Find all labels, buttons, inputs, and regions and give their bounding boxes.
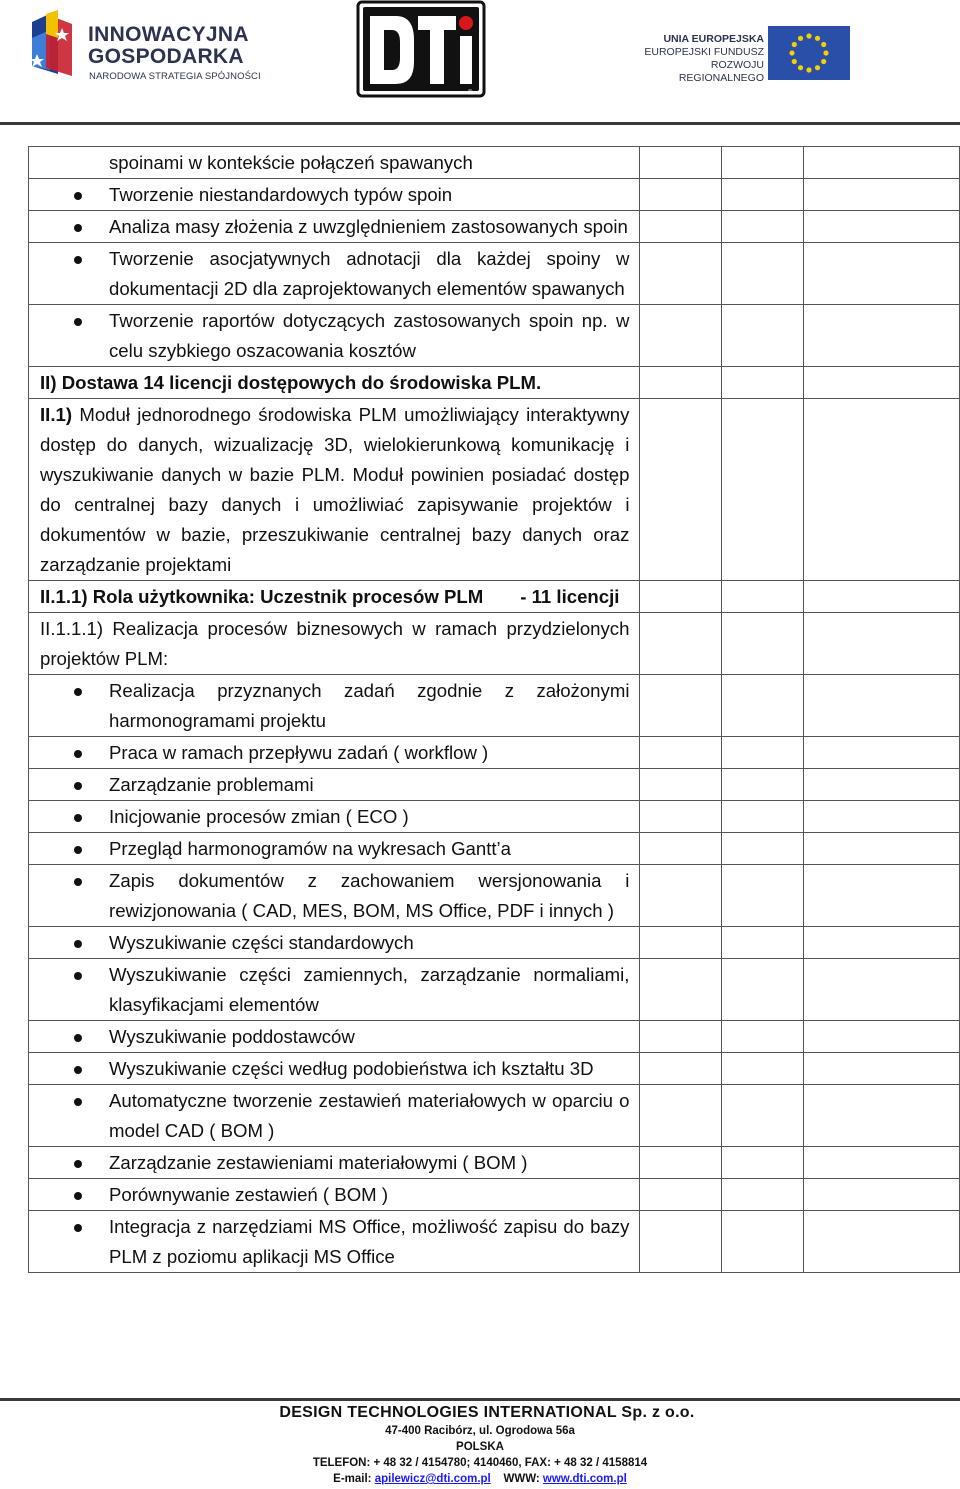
empty-cell (804, 243, 960, 305)
bullet-text: Tworzenie raportów dotyczących zastosowanych spoin np. w celu szybkiego oszacowania kosztów (109, 310, 630, 361)
logo-right-line1: UNIA EUROPEJSKA (663, 33, 764, 45)
empty-cell (722, 305, 804, 367)
requirement-cell (29, 1211, 640, 1273)
bullet-item (29, 1179, 639, 1210)
table-row (29, 1211, 960, 1273)
empty-cell (722, 927, 804, 959)
empty-cell (722, 399, 804, 581)
table-row (29, 305, 960, 367)
continuation-text: spoinami w kontekście połączeń spawanych (109, 152, 473, 173)
requirement-cell (29, 399, 640, 581)
bullet-icon (74, 940, 82, 948)
bullet-item (29, 769, 639, 800)
empty-cell (722, 833, 804, 865)
empty-cell (722, 1053, 804, 1085)
bullet-item (29, 737, 639, 768)
empty-cell (722, 581, 804, 613)
empty-cell (722, 1147, 804, 1179)
empty-cell (804, 399, 960, 581)
empty-cell (804, 675, 960, 737)
logo-right-text (626, 33, 764, 85)
role-license-count: - 11 licencji (520, 586, 620, 607)
empty-cell (722, 1179, 804, 1211)
requirement-cell (29, 211, 640, 243)
empty-cell (640, 959, 722, 1021)
requirement-cell (29, 147, 640, 179)
footer-contact (0, 1471, 960, 1487)
module-text: Moduł jednorodnego środowiska PLM umożliwiający interaktywny dostęp do danych, wizualizację 3D, wielokierunkową komunikację i wyszukiwanie danych w bazie PLM. Moduł powinien posiadać dostęp do centralnej bazy danych i umożliwiać zapisywanie projektów i dokumentów w bazie, przeszukiwanie centralnej bazy danych oraz zarządzanie projektami (40, 404, 630, 575)
bullet-item (29, 1053, 639, 1084)
empty-cell (804, 833, 960, 865)
bullet-item (29, 305, 639, 366)
bullet-item (29, 1211, 639, 1272)
requirement-cell (29, 581, 640, 613)
bullet-item (29, 801, 639, 832)
empty-cell (722, 1021, 804, 1053)
bullet-icon (74, 878, 82, 886)
bullet-item (29, 179, 639, 210)
empty-cell (640, 399, 722, 581)
page-header (0, 0, 960, 124)
empty-cell (804, 1021, 960, 1053)
bullet-icon (74, 224, 82, 232)
empty-cell (804, 737, 960, 769)
table-row (29, 1021, 960, 1053)
empty-cell (640, 801, 722, 833)
empty-cell (640, 179, 722, 211)
bullet-item (29, 833, 639, 864)
role-name: II.1.1) Rola użytkownika: Uczestnik procesów PLM (40, 586, 484, 607)
empty-cell (804, 305, 960, 367)
bullet-icon (74, 782, 82, 790)
logo-right-line3: ROZWOJU REGIONALNEGO (678, 59, 764, 84)
bullet-icon (74, 1034, 82, 1042)
bullet-icon (74, 1098, 82, 1106)
table-row (29, 927, 960, 959)
bullet-text: Wyszukiwanie poddostawców (109, 1026, 355, 1047)
empty-cell (804, 865, 960, 927)
bullet-item (29, 865, 639, 926)
bullet-icon (74, 1066, 82, 1074)
empty-cell (804, 613, 960, 675)
empty-cell (640, 613, 722, 675)
requirement-cell (29, 1085, 640, 1147)
bullet-item (29, 1085, 639, 1146)
requirement-cell (29, 769, 640, 801)
empty-cell (640, 1147, 722, 1179)
requirement-cell (29, 305, 640, 367)
empty-cell (722, 865, 804, 927)
requirement-cell (29, 1021, 640, 1053)
bullet-text: Wyszukiwanie części zamiennych, zarządzanie normaliami, klasyfikacjami elementów (109, 964, 630, 1015)
empty-cell (640, 147, 722, 179)
bullet-text: Przegląd harmonogramów na wykresach Gantt’a (109, 838, 512, 859)
footer-company: DESIGN TECHNOLOGIES INTERNATIONAL Sp. z o.o. (279, 1404, 695, 1421)
bullet-text: Porównywanie zestawień ( BOM ) (109, 1184, 389, 1205)
bullet-icon (74, 256, 82, 264)
bullet-text: Zapis dokumentów z zachowaniem wersjonowania i rewizjonowania ( CAD, MES, BOM, MS Office, PDF i innych ) (109, 870, 630, 921)
bullet-icon (74, 1224, 82, 1232)
empty-cell (640, 211, 722, 243)
table-row (29, 1179, 960, 1211)
empty-cell (640, 305, 722, 367)
footer-email-label: E-mail: (333, 1473, 372, 1485)
empty-cell (804, 959, 960, 1021)
bullet-text: Tworzenie asocjatywnych adnotacji dla każdej spoiny w dokumentacji 2D dla zaprojektowanych elementów spawanych (109, 248, 630, 299)
bullet-item (29, 211, 639, 242)
bullet-text: Wyszukiwanie części według podobieństwa ich kształtu 3D (109, 1058, 594, 1079)
bullet-icon (74, 846, 82, 854)
footer-country: POLSKA (456, 1441, 504, 1453)
empty-cell (640, 1053, 722, 1085)
bullet-item (29, 959, 639, 1020)
empty-cell (640, 865, 722, 927)
requirement-cell (29, 243, 640, 305)
bullet-text: Wyszukiwanie części standardowych (109, 932, 414, 953)
module-description (29, 399, 639, 580)
footer-phones: TELEFON: + 48 32 / 4154780; 4140460, FAX: + 48 32 / 4158814 (312, 1457, 648, 1469)
bullet-item (29, 243, 639, 304)
table-row (29, 1053, 960, 1085)
table-row (29, 1147, 960, 1179)
requirement-cell (29, 801, 640, 833)
table-row (29, 613, 960, 675)
bullet-text: Inicjowanie procesów zmian ( ECO ) (109, 806, 409, 827)
empty-cell (722, 211, 804, 243)
empty-cell (804, 1085, 960, 1147)
empty-cell (640, 927, 722, 959)
bullet-icon (74, 688, 82, 696)
table-row (29, 147, 960, 179)
footer-www-link[interactable]: www.dti.com.pl (542, 1473, 627, 1485)
empty-cell (722, 959, 804, 1021)
empty-cell (804, 179, 960, 211)
empty-cell (722, 243, 804, 305)
requirement-cell (29, 1147, 640, 1179)
requirement-cell (29, 959, 640, 1021)
bullet-icon (74, 750, 82, 758)
bullet-text: Automatyczne tworzenie zestawień materiałowych w oparciu o model CAD ( BOM ) (109, 1090, 630, 1141)
empty-cell (804, 927, 960, 959)
empty-cell (722, 801, 804, 833)
table-row (29, 959, 960, 1021)
empty-cell (640, 243, 722, 305)
logo-left-line2: GOSPODARKA (88, 45, 244, 68)
requirement-cell (29, 675, 640, 737)
bullet-text: Tworzenie niestandardowych typów spoin (109, 184, 453, 205)
table-row (29, 211, 960, 243)
bullet-item (29, 1147, 639, 1178)
empty-cell (804, 581, 960, 613)
requirement-cell (29, 367, 640, 399)
empty-cell (640, 367, 722, 399)
empty-cell (722, 1085, 804, 1147)
svg-text:®: ® (468, 90, 473, 96)
empty-cell (640, 833, 722, 865)
empty-cell (722, 179, 804, 211)
paragraph-text: II.1.1.1) Realizacja procesów biznesowych w ramach przydzielonych projektów PLM: (40, 618, 630, 669)
bullet-text: Zarządzanie problemami (109, 774, 314, 795)
bullet-icon (74, 1192, 82, 1200)
table-row (29, 179, 960, 211)
dti-logo (356, 0, 486, 98)
empty-cell (804, 769, 960, 801)
table-row (29, 737, 960, 769)
logo-left-line1: INNOWACYJNA (88, 23, 249, 46)
empty-cell (722, 675, 804, 737)
footer-address: 47-400 Racibórz, ul. Ogrodowa 56a (385, 1425, 575, 1437)
empty-cell (722, 769, 804, 801)
empty-cell (640, 1211, 722, 1273)
bullet-text: Realizacja przyznanych zadań zgodnie z założonymi harmonogramami projektu (109, 680, 630, 731)
empty-cell (722, 1211, 804, 1273)
requirement-cell (29, 833, 640, 865)
bullet-icon (74, 814, 82, 822)
bullet-item (29, 927, 639, 958)
bullet-icon (74, 972, 82, 980)
bullet-item (29, 1021, 639, 1052)
table-row (29, 243, 960, 305)
bullet-text: Zarządzanie zestawieniami materiałowymi ( BOM ) (109, 1152, 528, 1173)
table-row (29, 399, 960, 581)
empty-cell (722, 737, 804, 769)
requirements-table (28, 146, 960, 1273)
table-row (29, 367, 960, 399)
table-row (29, 865, 960, 927)
table-row (29, 833, 960, 865)
empty-cell (722, 367, 804, 399)
requirement-cell (29, 927, 640, 959)
role-heading (29, 581, 639, 612)
innowacyjna-gospodarka-logo (28, 8, 268, 84)
module-number: II.1) (40, 404, 73, 425)
bullet-icon (74, 318, 82, 326)
empty-cell (640, 1179, 722, 1211)
empty-cell (804, 801, 960, 833)
bullet-icon (74, 1160, 82, 1168)
unia-europejska-logo (626, 26, 856, 82)
empty-cell (640, 769, 722, 801)
empty-cell (640, 737, 722, 769)
empty-cell (640, 581, 722, 613)
footer-email-link[interactable]: apilewicz@dti.com.pl (374, 1473, 491, 1485)
empty-cell (722, 613, 804, 675)
empty-cell (804, 1147, 960, 1179)
table-row (29, 801, 960, 833)
logo-right-line2: EUROPEJSKI FUNDUSZ (644, 46, 764, 58)
empty-cell (804, 367, 960, 399)
bullet-text: Analiza masy złożenia z uwzględnieniem zastosowanych spoin (109, 216, 628, 237)
empty-cell (640, 675, 722, 737)
empty-cell (804, 147, 960, 179)
table-row (29, 675, 960, 737)
table-row (29, 581, 960, 613)
table-row (29, 1085, 960, 1147)
requirement-cell (29, 613, 640, 675)
empty-cell (804, 1179, 960, 1211)
requirement-cell (29, 865, 640, 927)
header-divider (0, 122, 960, 125)
innowacyjna-gospodarka-flag-icon (28, 8, 76, 78)
empty-cell (804, 1211, 960, 1273)
bullet-text: Praca w ramach przepływu zadań ( workflow ) (109, 742, 489, 763)
footer-www-label: WWW: (503, 1473, 540, 1485)
bullet-icon (74, 192, 82, 200)
requirement-cell (29, 1179, 640, 1211)
empty-cell (640, 1085, 722, 1147)
logo-left-line3: NARODOWA STRATEGIA SPÓJNOŚCI (89, 71, 261, 82)
footer-divider (0, 1398, 960, 1401)
requirement-cell (29, 737, 640, 769)
empty-cell (804, 211, 960, 243)
requirement-cell (29, 179, 640, 211)
eu-flag-icon (768, 26, 850, 80)
requirement-cell (29, 1053, 640, 1085)
empty-cell (722, 147, 804, 179)
empty-cell (640, 1021, 722, 1053)
table-row (29, 769, 960, 801)
bullet-item (29, 675, 639, 736)
section-heading: II) Dostawa 14 licencji dostępowych do środowiska PLM. (40, 372, 542, 393)
bullet-text: Integracja z narzędziami MS Office, możliwość zapisu do bazy PLM z poziomu aplikacji MS Office (109, 1216, 630, 1267)
empty-cell (804, 1053, 960, 1085)
page-footer (0, 1403, 960, 1487)
